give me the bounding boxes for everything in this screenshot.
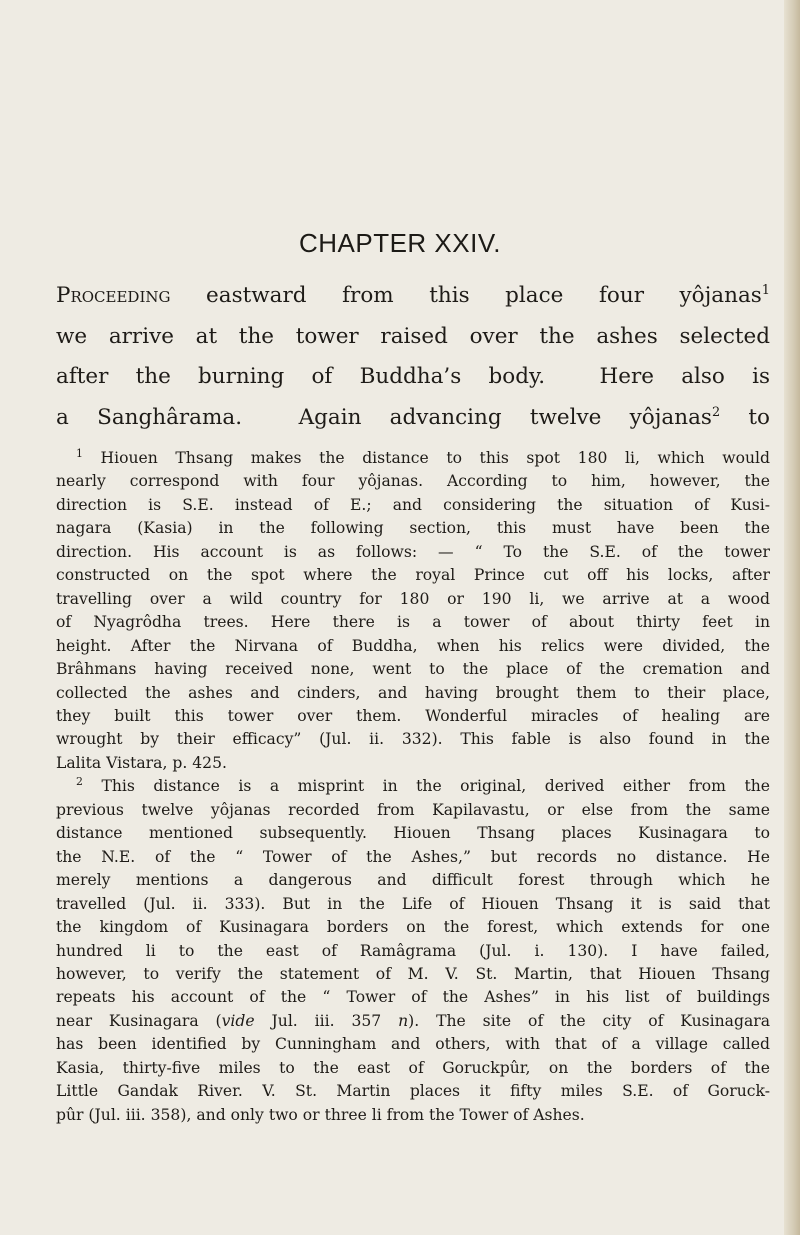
footnote-1-line: direction. His account is as follows: — “ To the S.E. of the tower	[56, 542, 770, 561]
chapter-heading: CHAPTER XXIV.	[298, 228, 502, 258]
footnote-2-line: however, to verify the statement of M. V. St. Martin, that Hiouen Thsang	[56, 964, 770, 983]
footnote-2-marker: 2	[76, 775, 83, 789]
footnote-2-line: $^2$ This distance is a misprint in the original, derived either from the	[76, 775, 770, 796]
footnote-1-line: nearly correspond with four yôjanas. According to him, however, the	[56, 472, 770, 491]
main-line: Proceeding eastward from this place four yôjanas$^1$	[56, 282, 770, 308]
opening-word: Proceeding	[56, 283, 171, 308]
footnote-2-line: hundred li to the east of Ramâgrama (Jul. i. 130). I have failed,	[56, 941, 770, 960]
footnote-1-line: direction is S.E. instead of E.; and considering the situation of Kusi-	[56, 495, 770, 514]
footnote-2-line: has been identified by Cunningham and others, with that of a village called	[56, 1035, 770, 1054]
vide-italic: vide	[221, 1011, 255, 1030]
footnote-1-line: Brâhmans having received none, went to the place of the cremation and	[56, 660, 770, 679]
footnote-1-marker: 1	[76, 446, 83, 460]
footnote-1-line: travelling over a wild country for 180 or 190 li, we arrive at a wood	[56, 589, 770, 608]
footnote-1-line: wrought by their efficacy” (Jul. ii. 332). This fable is also found in the	[56, 730, 770, 749]
footnote-2-line: near Kusinagara (vide Jul. iii. 357 n). The site of the city of Kusinagara	[56, 1011, 770, 1030]
footnote-1-line: Lalita Vistara, p. 425.	[56, 753, 227, 772]
main-line: after the burning of Buddha’s body. Here also is	[56, 364, 770, 389]
footnote-2-line: Kasia, thirty-five miles to the east of Goruckpûr, on the borders of the	[56, 1058, 770, 1077]
footnote-2-line: the N.E. of the “ Tower of the Ashes,” but records no distance. He	[56, 847, 770, 866]
footnote-1-line: height. After the Nirvana of Buddha, when his relics were divided, the	[56, 636, 770, 655]
footnote-ref-2: 2	[711, 404, 721, 420]
footnotes	[56, 447, 770, 1127]
footnote-1-line: they built this tower over them. Wonderful miracles of healing are	[56, 706, 770, 725]
footnote-2-line: travelled (Jul. ii. 333). But in the Life of Hiouen Thsang it is said that	[56, 894, 770, 913]
footnote-1-line: $^1$ Hiouen Thsang makes the distance to this spot 180 li, which would	[76, 446, 770, 467]
main-paragraph	[56, 276, 770, 438]
main-line: a Sanghârama. Again advancing twelve yôjanas$^2$ to	[56, 404, 770, 430]
main-line: we arrive at the tower raised over the ashes selected	[56, 323, 770, 349]
footnote-ref-1: 1	[761, 282, 770, 298]
footnote-2-line: pûr (Jul. iii. 358), and only two or three li from the Tower of Ashes.	[56, 1105, 585, 1124]
footnote-1-line: nagara (Kasia) in the following section, this must have been the	[56, 519, 770, 538]
page-edge	[784, 0, 800, 1235]
footnote-1-line: collected the ashes and cinders, and having brought them to their place,	[56, 683, 770, 702]
n-italic: n	[398, 1011, 409, 1030]
footnote-1-line: of Nyagrôdha trees. Here there is a tower of about thirty feet in	[56, 613, 770, 632]
footnote-2-line: repeats his account of the “ Tower of the Ashes” in his list of buildings	[56, 988, 770, 1007]
footnote-2-line: the kingdom of Kusinagara borders on the forest, which extends for one	[56, 918, 770, 937]
footnote-1-line: constructed on the spot where the royal Prince cut off his locks, after	[56, 566, 770, 585]
footnote-2-line: Little Gandak River. V. St. Martin places it fifty miles S.E. of Goruck-	[56, 1082, 770, 1101]
footnote-2-line: merely mentions a dangerous and difficult forest through which he	[56, 871, 770, 890]
footnote-2-line: previous twelve yôjanas recorded from Kapilavastu, or else from the same	[56, 800, 770, 819]
footnote-2-line: distance mentioned subsequently. Hiouen Thsang places Kusinagara to	[56, 824, 770, 843]
